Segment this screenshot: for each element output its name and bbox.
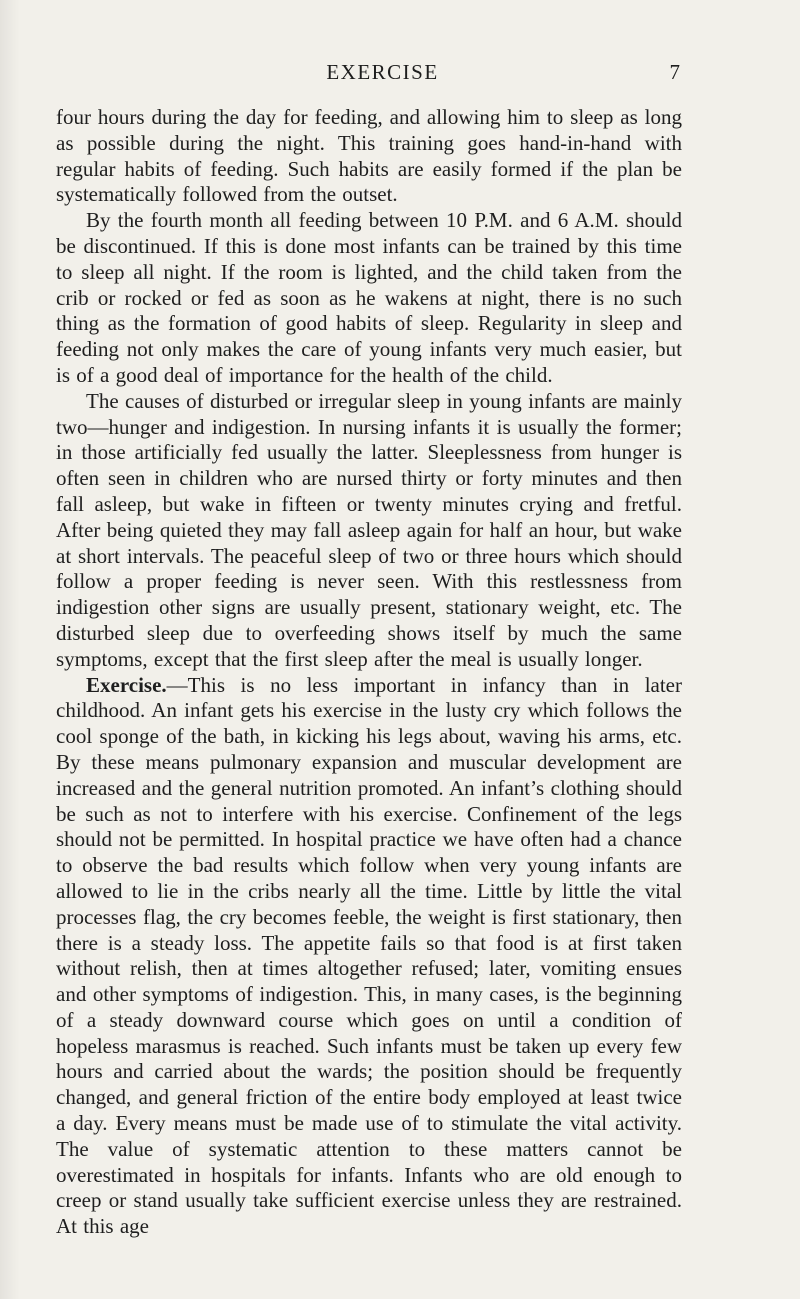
body-text: [56, 105, 682, 1240]
page-gutter-shadow: [0, 0, 20, 1299]
paragraph-exercise: [56, 673, 682, 1241]
running-head: EXERCISE: [326, 60, 439, 84]
page-header: [85, 60, 680, 90]
paragraph-disturbed-sleep: The causes of disturbed or irregular sleep in young infants are mainly two—hunger and indigestion. In nursing infants it is usually the former; in those artificially fed usually the latter. Sleeplessness from hunger is often seen in children who are nursed thirty or forty minutes and then fall asleep, but wake in fifteen or twenty minutes crying and fretful. After being quieted they may fall asleep again for half an hour, but wake at short intervals. The peaceful sleep of two or three hours which should follow a proper feeding is never seen. With this restlessness from indigestion other signs are usually present, stationary weight, etc. The disturbed sleep due to overfeeding shows itself by much the same symptoms, except that the first sleep after the meal is usually longer.: [56, 388, 682, 671]
exercise-heading: Exercise.: [86, 672, 167, 697]
exercise-text: —This is no less important in infancy than in later childhood. An infant gets his exercise in the lusty cry which follows the cool sponge of the bath, in kicking his legs about, waving his arms, etc. By these means pulmonary expansion and muscular development are increased and the general nutrition promoted. An infant’s clothing should be such as not to interfere with his exercise. Confinement of the legs should not be permitted. In hospital practice we have often had a chance to observe the bad results which follow when very young infants are allowed to lie in the cribs nearly all the time. Little by little the vital processes flag, the cry becomes feeble, the weight is first stationary, then there is a steady loss. The appetite fails so that food is at first taken without relish, then at times altogether refused; later, vomiting ensues and other symptoms of indigestion. This, in many cases, is the beginning of a steady downward course which goes on until a condition of hopeless marasmus is reached. Such infants must be taken up every few hours and carried about the wards; the position should be frequently changed, and general friction of the entire body employed at least twice a day. Every means must be made use of to stimulate the vital activity. The value of systematic attention to these matters cannot be overestimated in hospitals for infants. Infants who are old enough to creep or stand usually take sufficient exercise unless they are restrained. At this age: [56, 672, 682, 1239]
page-number: 7: [669, 60, 680, 84]
paragraph-fourth-month: By the fourth month all feeding between 10 P.M. and 6 A.M. should be discontinued. If this is done most infants can be trained by this time to sleep all night. If the room is lighted, and the child taken from the crib or rocked or fed as soon as he wakens at night, there is no such thing as the formation of good habits of sleep. Regularity in sleep and feeding not only makes the care of young infants very much easier, but is of a good deal of importance for the health of the child.: [56, 208, 682, 387]
paragraph-continuation: four hours during the day for feeding, and allowing him to sleep as long as possible during the night. This training goes hand-in-hand with regular habits of feeding. Such habits are easily formed if the plan be systematically followed from the outset.: [56, 105, 682, 207]
